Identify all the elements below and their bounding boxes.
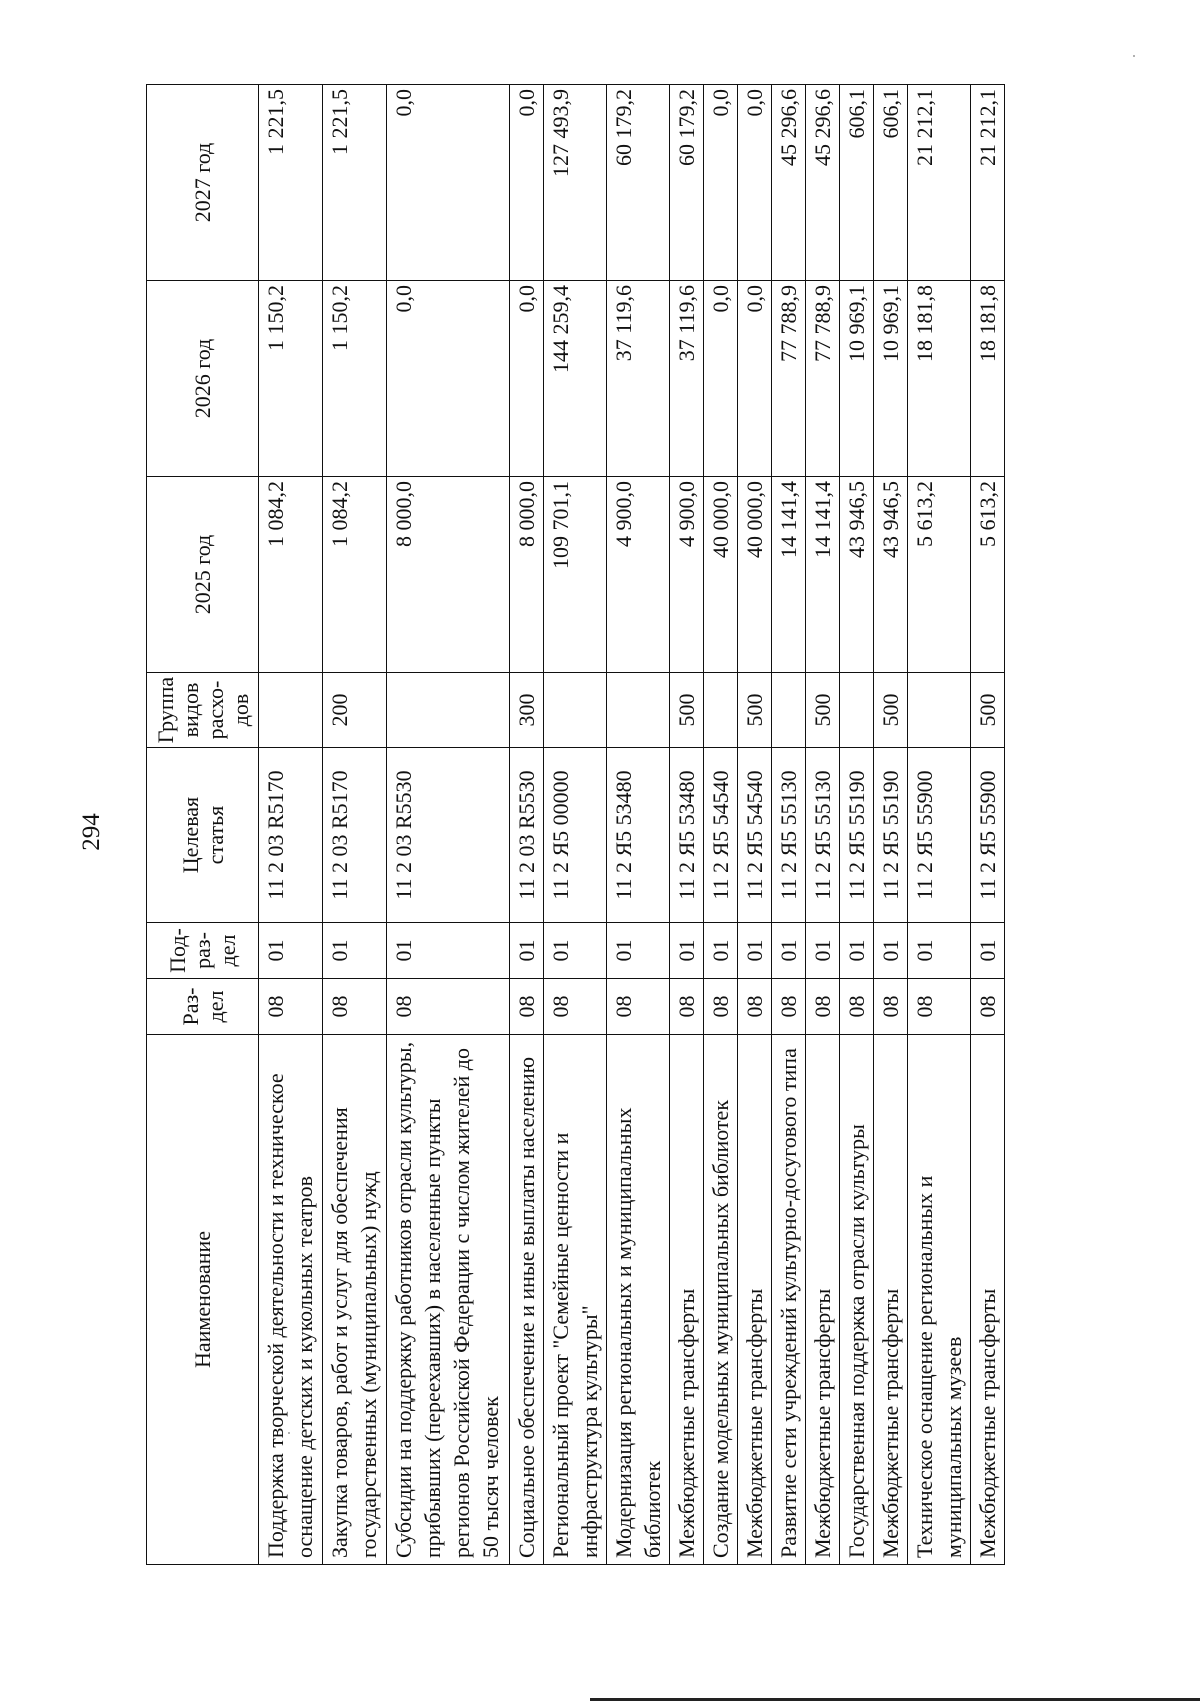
cell-celevaya: 11 2 Я5 55130 <box>806 748 840 923</box>
cell-2025: 43 946,5 <box>874 477 908 673</box>
cell-2025: 5 613,2 <box>908 477 971 673</box>
cell-name: Межбюджетные трансферты <box>874 1035 908 1565</box>
header-2027: 2027 год <box>147 85 259 281</box>
cell-name: Межбюджетные трансферты <box>971 1035 1005 1565</box>
cell-2026: 0,0 <box>510 281 544 477</box>
cell-celevaya: 11 2 Я5 55900 <box>971 748 1005 923</box>
cell-gruppa <box>259 673 323 748</box>
cell-celevaya: 11 2 03 R5170 <box>323 748 387 923</box>
cell-name: Техническое оснащение региональных и муниципальных музеев <box>908 1035 971 1565</box>
cell-razdel: 08 <box>607 979 670 1035</box>
cell-2025: 14 141,4 <box>806 477 840 673</box>
cell-podrazdel: 01 <box>510 923 544 979</box>
cell-gruppa <box>544 673 607 748</box>
cell-razdel: 08 <box>971 979 1005 1035</box>
cell-2025: 5 613,2 <box>971 477 1005 673</box>
cell-name: Государственная поддержка отрасли культуры <box>840 1035 874 1565</box>
cell-2026: 37 119,6 <box>670 281 704 477</box>
cell-2027: 45 296,6 <box>772 85 806 281</box>
cell-2026: 144 259,4 <box>544 281 607 477</box>
cell-2026: 77 788,9 <box>772 281 806 477</box>
cell-2027: 1 221,5 <box>323 85 387 281</box>
cell-podrazdel: 01 <box>738 923 772 979</box>
cell-gruppa <box>607 673 670 748</box>
cell-2026: 10 969,1 <box>874 281 908 477</box>
cell-podrazdel: 01 <box>908 923 971 979</box>
cell-podrazdel: 01 <box>806 923 840 979</box>
cell-name: Создание модельных муниципальных библиотек <box>704 1035 738 1565</box>
header-2026: 2026 год <box>147 281 259 477</box>
table-row <box>738 85 772 1565</box>
cell-name: Межбюджетные трансферты <box>670 1035 704 1565</box>
cell-name: Социальное обеспечение и иные выплаты населению <box>510 1035 544 1565</box>
cell-2025: 8 000,0 <box>510 477 544 673</box>
table-row <box>323 85 387 1565</box>
cell-2025: 109 701,1 <box>544 477 607 673</box>
table-row <box>387 85 510 1565</box>
cell-name: Развитие сети учреждений культурно-досугового типа <box>772 1035 806 1565</box>
table-row <box>874 85 908 1565</box>
cell-2025: 43 946,5 <box>840 477 874 673</box>
cell-razdel: 08 <box>704 979 738 1035</box>
cell-2027: 0,0 <box>738 85 772 281</box>
table-row <box>971 85 1005 1565</box>
cell-2027: 1 221,5 <box>259 85 323 281</box>
cell-celevaya: 11 2 03 R5170 <box>259 748 323 923</box>
header-celevaya: Целевая статья <box>147 748 259 923</box>
header-podrazdel: Под- раз- дел <box>147 923 259 979</box>
cell-2025: 40 000,0 <box>738 477 772 673</box>
cell-celevaya: 11 2 Я5 55130 <box>772 748 806 923</box>
cell-name: Модернизация региональных и муниципальных библиотек <box>607 1035 670 1565</box>
cell-2027: 21 212,1 <box>908 85 971 281</box>
cell-gruppa: 500 <box>738 673 772 748</box>
cell-2025: 4 900,0 <box>607 477 670 673</box>
cell-2027: 21 212,1 <box>971 85 1005 281</box>
cell-razdel: 08 <box>259 979 323 1035</box>
cell-name: Закупка товаров, работ и услуг для обеспечения государственных (муниципальных) нужд <box>323 1035 387 1565</box>
cell-razdel: 08 <box>806 979 840 1035</box>
cell-2026: 0,0 <box>704 281 738 477</box>
cell-2026: 1 150,2 <box>259 281 323 477</box>
cell-razdel: 08 <box>387 979 510 1035</box>
cell-2026: 0,0 <box>738 281 772 477</box>
table-row <box>670 85 704 1565</box>
cell-celevaya: 11 2 Я5 53480 <box>670 748 704 923</box>
cell-podrazdel: 01 <box>670 923 704 979</box>
cell-2027: 0,0 <box>387 85 510 281</box>
cell-razdel: 08 <box>510 979 544 1035</box>
cell-celevaya: 11 2 Я5 00000 <box>544 748 607 923</box>
cell-2025: 4 900,0 <box>670 477 704 673</box>
cell-celevaya: 11 2 Я5 55190 <box>874 748 908 923</box>
cell-2027: 127 493,9 <box>544 85 607 281</box>
cell-celevaya: 11 2 Я5 53480 <box>607 748 670 923</box>
cell-gruppa: 300 <box>510 673 544 748</box>
cell-podrazdel: 01 <box>772 923 806 979</box>
cell-gruppa: 500 <box>670 673 704 748</box>
table-row <box>259 85 323 1565</box>
cell-razdel: 08 <box>840 979 874 1035</box>
cell-name: Межбюджетные трансферты <box>738 1035 772 1565</box>
cell-celevaya: 11 2 Я5 55190 <box>840 748 874 923</box>
cell-2027: 0,0 <box>510 85 544 281</box>
cell-gruppa <box>840 673 874 748</box>
cell-2026: 37 119,6 <box>607 281 670 477</box>
header-gruppa: Группа видов расхо- дов <box>147 673 259 748</box>
table-row <box>544 85 607 1565</box>
table-row <box>908 85 971 1565</box>
cell-2025: 8 000,0 <box>387 477 510 673</box>
cell-podrazdel: 01 <box>387 923 510 979</box>
scan-speck <box>1133 55 1135 57</box>
cell-gruppa <box>772 673 806 748</box>
cell-razdel: 08 <box>738 979 772 1035</box>
cell-name: Межбюджетные трансферты <box>806 1035 840 1565</box>
cell-razdel: 08 <box>908 979 971 1035</box>
cell-celevaya: 11 2 Я5 54540 <box>704 748 738 923</box>
budget-table-container <box>146 85 1000 1565</box>
cell-gruppa <box>908 673 971 748</box>
cell-celevaya: 11 2 Я5 55900 <box>908 748 971 923</box>
cell-razdel: 08 <box>772 979 806 1035</box>
cell-2027: 60 179,2 <box>607 85 670 281</box>
cell-2027: 606,1 <box>840 85 874 281</box>
cell-2026: 18 181,8 <box>908 281 971 477</box>
table-header-row <box>147 85 259 1565</box>
cell-razdel: 08 <box>670 979 704 1035</box>
cell-2026: 10 969,1 <box>840 281 874 477</box>
cell-gruppa: 500 <box>806 673 840 748</box>
page-number-text: 294 <box>78 813 105 851</box>
cell-razdel: 08 <box>323 979 387 1035</box>
cell-celevaya: 11 2 03 R5530 <box>510 748 544 923</box>
cell-gruppa <box>387 673 510 748</box>
cell-2026: 77 788,9 <box>806 281 840 477</box>
cell-name: Региональный проект "Семейные ценности и инфраструктура культуры" <box>544 1035 607 1565</box>
cell-razdel: 08 <box>874 979 908 1035</box>
header-razdel: Раз- дел <box>147 979 259 1035</box>
cell-2027: 0,0 <box>704 85 738 281</box>
cell-2027: 606,1 <box>874 85 908 281</box>
cell-celevaya: 11 2 Я5 54540 <box>738 748 772 923</box>
cell-2026: 1 150,2 <box>323 281 387 477</box>
cell-podrazdel: 01 <box>259 923 323 979</box>
cell-celevaya: 11 2 03 R5530 <box>387 748 510 923</box>
cell-2026: 0,0 <box>387 281 510 477</box>
cell-podrazdel: 01 <box>323 923 387 979</box>
budget-table <box>146 84 1005 1565</box>
header-2025: 2025 год <box>147 477 259 673</box>
cell-2026: 18 181,8 <box>971 281 1005 477</box>
cell-podrazdel: 01 <box>544 923 607 979</box>
table-row <box>510 85 544 1565</box>
cell-name: Субсидии на поддержку работников отрасли культуры, прибывших (переехавших) в населенные пункты регионов Российской Федерации с числом жителей до 50 тысяч человек <box>387 1035 510 1565</box>
table-row <box>607 85 670 1565</box>
cell-gruppa: 500 <box>971 673 1005 748</box>
cell-2025: 40 000,0 <box>704 477 738 673</box>
cell-podrazdel: 01 <box>704 923 738 979</box>
cell-podrazdel: 01 <box>971 923 1005 979</box>
scan-edge-rule <box>590 1698 1200 1701</box>
table-row <box>772 85 806 1565</box>
cell-podrazdel: 01 <box>874 923 908 979</box>
cell-gruppa: 200 <box>323 673 387 748</box>
cell-podrazdel: 01 <box>840 923 874 979</box>
cell-gruppa: 500 <box>874 673 908 748</box>
cell-gruppa <box>704 673 738 748</box>
cell-2025: 1 084,2 <box>259 477 323 673</box>
cell-2025: 14 141,4 <box>772 477 806 673</box>
cell-2027: 45 296,6 <box>806 85 840 281</box>
header-name: Наименование <box>147 1035 259 1565</box>
table-row <box>806 85 840 1565</box>
scan-speck <box>288 1432 290 1434</box>
cell-2027: 60 179,2 <box>670 85 704 281</box>
cell-2025: 1 084,2 <box>323 477 387 673</box>
cell-razdel: 08 <box>544 979 607 1035</box>
table-row <box>840 85 874 1565</box>
table-row <box>704 85 738 1565</box>
cell-name: Поддержка творческой деятельности и техническое оснащение детских и кукольных театров <box>259 1035 323 1565</box>
cell-podrazdel: 01 <box>607 923 670 979</box>
